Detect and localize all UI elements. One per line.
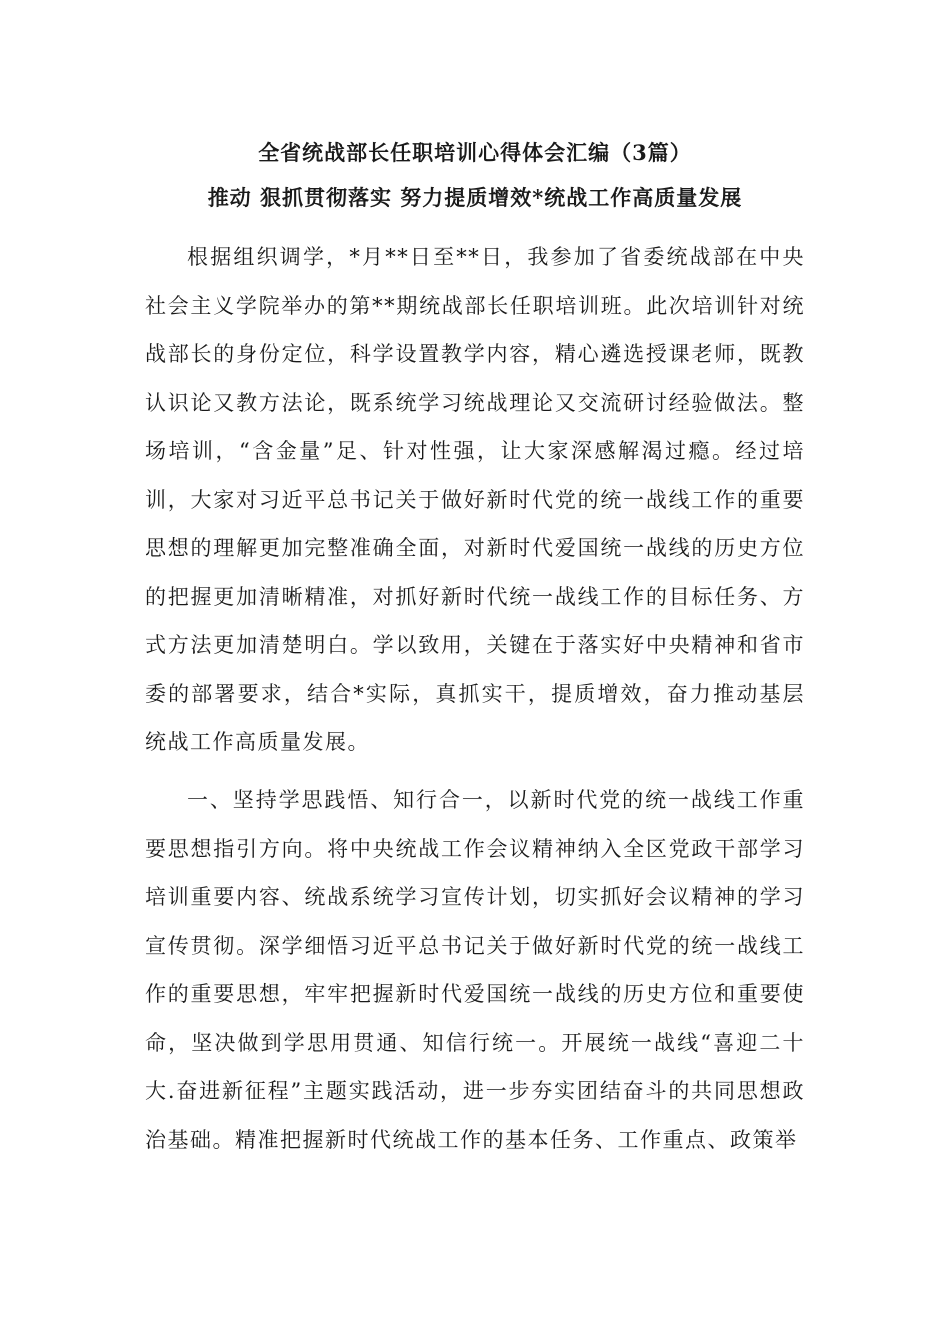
paragraph-block-1 — [145, 233, 805, 767]
document-subtitle: 推动 狠抓贯彻落实 努力提质增效*统战工作高质量发展 — [207, 185, 743, 210]
paragraph-section-one: 一、坚持学思践悟、知行合一，以新时代党的统一战线工作重要思想指引方向。将中央统战工作会议精神纳入全区党政干部学习培训重要内容、统战系统学习宣传计划，切实抓好会议精神的学习宣传贯彻。深学细悟习近平总书记关于做好新时代党的统一战线工作的重要思想，牢牢把握新时代爱国统一战线的历史方位和重要使命，坚决做到学思用贯通、知信行统一。开展统一战线“喜迎二十大.奋进新征程”主题实践活动，进一步夯实团结奋斗的共同思想政治基础。精准把握新时代统战工作的基本任务、工作重点、政策举 — [145, 788, 805, 1152]
document-title: 全省统战部长任职培训心得体会汇编（3篇） — [258, 140, 692, 165]
paragraph-block-2 — [145, 776, 805, 1164]
paragraph-intro: 根据组织调学，*月**日至**日，我参加了省委统战部在中央社会主义学院举办的第**期统战部长任职培训班。此次培训针对统战部长的身份定位，科学设置教学内容，精心遴选授课老师，既教认识论又教方法论，既系统学习统战理论又交流研讨经验做法。整场培训，“含金量”足、针对性强，让大家深感解渴过瘾。经过培训，大家对习近平总书记关于做好新时代党的统一战线工作的重要思想的理解更加完整准确全面，对新时代爱国统一战线的历史方位的把握更加清晰精准，对抓好新时代统一战线工作的目标任务、方式方法更加清楚明白。学以致用，关键在于落实好中央精神和省市委的部署要求，结合*实际，真抓实干，提质增效，奋力推动基层统战工作高质量发展。 — [145, 245, 805, 754]
